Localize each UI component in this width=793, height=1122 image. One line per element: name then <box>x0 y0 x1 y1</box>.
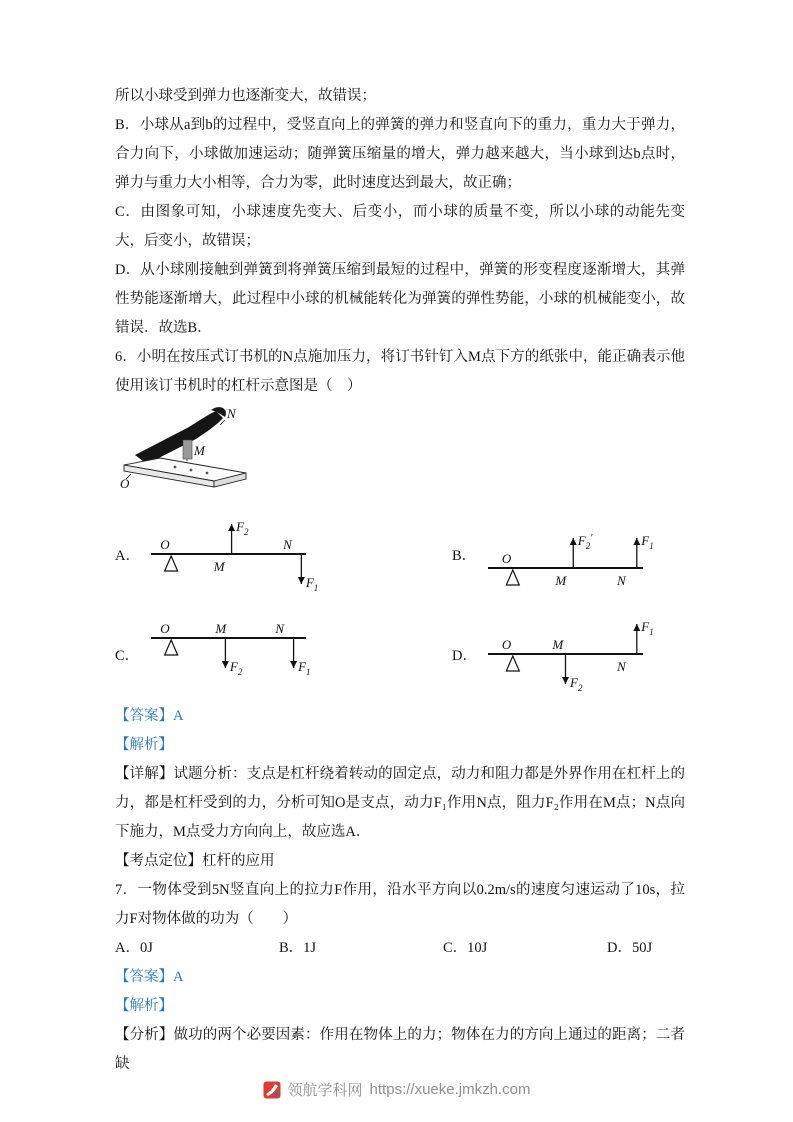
svg-text:F1: $F_1$ <box>641 533 654 551</box>
svg-text:F1: $F_1$ <box>641 619 654 637</box>
svg-text:F1: $F_1$ <box>298 659 311 677</box>
lever-option-a <box>115 506 400 602</box>
svg-text:M: M <box>555 573 567 588</box>
svg-text:N: N <box>616 573 626 588</box>
svg-text:F2′: $F_2'$ <box>577 533 593 551</box>
lever-option-d <box>400 606 685 702</box>
q6-answer-line: 【答案】A <box>115 708 184 724</box>
q7-options-row <box>115 934 685 963</box>
q7-answer-line: 【答案】A <box>115 969 184 985</box>
lever-diagram-a <box>143 506 338 602</box>
option-b-analysis: B．小球从a到b的过程中，受竖直向上的弹簧的弹力和竖直向下的重力，重力大于弹力，合力向下，小球做加速运动；随弹簧压缩量的增大，弹力越来越大，当小球到达b点时，弹力与重力大小相等，合力为零，此时速度达到最大，故正确； <box>115 117 685 191</box>
svg-text:M: M <box>213 559 225 574</box>
site-logo-icon <box>263 1081 281 1099</box>
stapler-label-m: M <box>194 443 205 458</box>
q7-option-a: A．0J <box>115 940 153 956</box>
option-b-label: B． <box>452 547 477 564</box>
option-a-label: A． <box>115 547 140 564</box>
q7-option-b: B．1J <box>279 940 317 956</box>
option-c-analysis: C．由图象可知，小球速度先变大、后变小，而小球的质量不变，所以小球的动能先变大，后变小，故错误； <box>115 204 685 249</box>
svg-text:N: N <box>283 537 292 552</box>
svg-text:F2: $F_2$ <box>570 675 583 693</box>
svg-text:N: N <box>616 659 626 674</box>
q6-detail-paragraph: 【详解】试题分析：支点是杠杆绕着转动的固定点，动力和阻力都是外界作用在杠杆上的力，都是杠杆受到的力，分析可知O是支点，动力F₁作用N点，阻力F₂作用在M点；N点向下施力，M点受力方向向上，故应选A． <box>115 766 685 840</box>
question-6-text: 6．小明在按压式订书机的N点施加压力，将订书针钉入M点下方的纸张中，能正确表示他使用该订书机时的杠杆示意图是（ ） <box>115 349 685 394</box>
svg-text:O: O <box>501 551 512 566</box>
footer-watermark <box>0 1079 793 1100</box>
stapler-figure-wrap <box>117 405 685 504</box>
q6-kaodian-line: 【考点定位】杠杆的应用 <box>115 853 275 869</box>
lever-diagram-d <box>480 606 675 702</box>
stapler-label-n: N <box>227 406 236 421</box>
analysis-continuation-line: 所以小球受到弹力也逐渐变大，故错误； <box>115 88 376 104</box>
svg-text:O: O <box>160 621 170 636</box>
option-d-analysis: D．从小球刚接触到弹簧到将弹簧压缩到最短的过程中，弹簧的形变程度逐渐增大，其弹性势能逐渐增大，此过程中小球的机械能转化为弹簧的弹性势能，小球的机械能变小，故错误．故选B． <box>115 262 685 336</box>
lever-options-grid <box>115 506 685 702</box>
svg-text:O: O <box>160 537 170 552</box>
option-d-label: D． <box>452 647 477 664</box>
svg-text:F1: $F_1$ <box>305 575 319 593</box>
svg-text:F2: $F_2$ <box>229 659 243 677</box>
svg-text:M: M <box>215 621 227 636</box>
option-c-label: C． <box>115 647 140 664</box>
stapler-illustration <box>117 405 269 499</box>
q7-analysis-line: 【分析】做功的两个必要因素：作用在物体上的力；物体在力的方向上通过的距离；二者缺 <box>115 1027 685 1072</box>
lever-diagram-b <box>480 506 675 602</box>
lever-option-b <box>400 506 685 602</box>
svg-text:O: O <box>501 637 512 652</box>
q7-option-d: D．50J <box>607 940 653 956</box>
q7-option-c: C．10J <box>443 940 488 956</box>
svg-text:F2: $F_2$ <box>236 519 249 537</box>
q6-jiexi-line: 【解析】 <box>115 737 173 753</box>
svg-text:M: M <box>552 637 564 652</box>
lever-diagram-c <box>143 606 338 702</box>
footer-site-name: 领航学科网 <box>287 1082 363 1099</box>
lever-option-c <box>115 606 400 702</box>
question-7-text: 7．一物体受到5N竖直向上的拉力F作用，沿水平方向以0.2m/s的速度匀速运动了10s，拉力F对物体做的功为（ ） <box>115 882 685 927</box>
q7-jiexi-line: 【解析】 <box>115 998 173 1014</box>
stapler-label-o: O <box>120 476 130 491</box>
footer-url: https://xueke.jmkzh.com <box>369 1081 531 1098</box>
svg-text:N: N <box>275 621 284 636</box>
